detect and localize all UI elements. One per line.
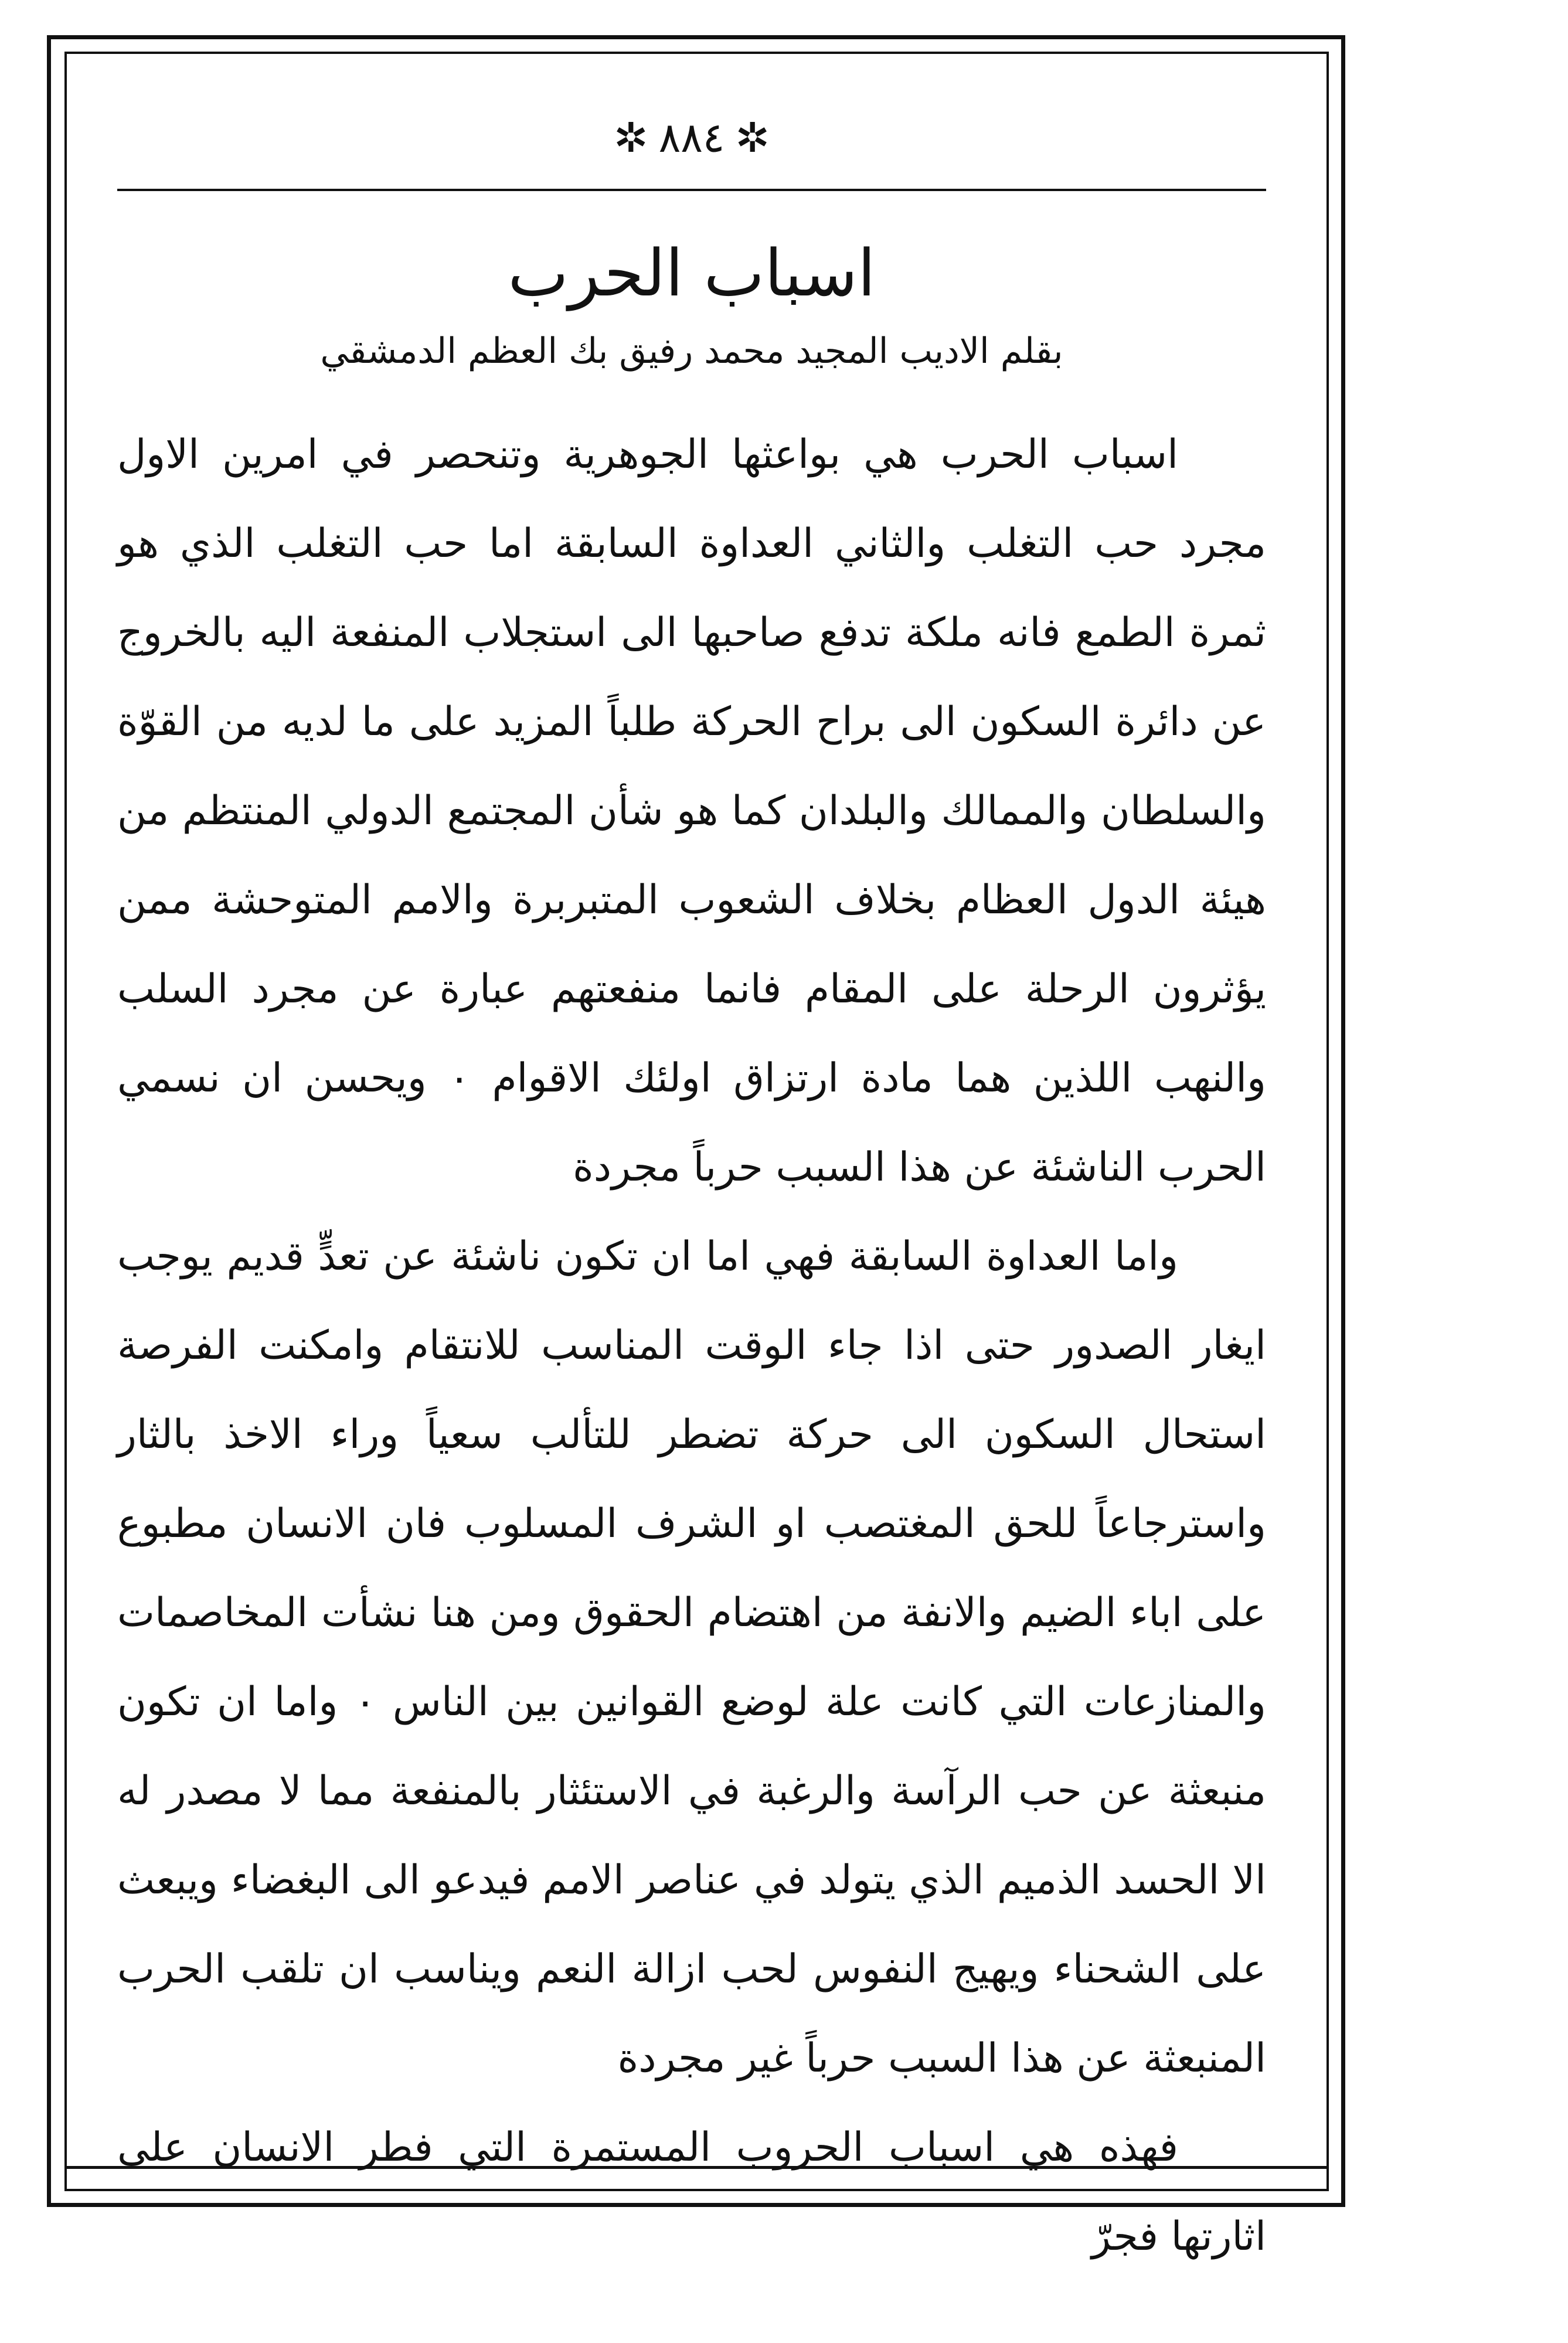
- article-byline: بقلم الاديب المجيد محمد رفيق بك العظم الدمشقي: [320, 331, 1063, 372]
- asterisk-ornament-icon: ✲: [613, 114, 648, 162]
- page-header: [117, 103, 1266, 173]
- article-body: [117, 410, 1266, 2281]
- asterisk-ornament-icon: ✲: [735, 114, 770, 162]
- footer-divider: [64, 2166, 1329, 2169]
- header-divider: [117, 189, 1266, 191]
- article-title: اسباب الحرب: [508, 236, 876, 311]
- paragraph: اسباب الحرب هي بواعثها الجوهرية وتنحصر في امرين الاول مجرد حب التغلب والثاني العداوة السابقة اما حب التغلب الذي هو ثمرة الطمع فانه ملكة تدفع صاحبها الى استجلاب المنفعة اليه بالخروج عن دائرة السكون الى براح الحركة طلباً المزيد على ما لديه من القوّة والسلطان والممالك والبلدان كما هو شأن المجتمع الدولي المنتظم من هيئة الدول العظام بخلاف الشعوب المتبربرة والامم المتوحشة ممن يؤثرون الرحلة على المقام فانما منفعتهم عبارة عن مجرد السلب والنهب اللذين هما مادة ارتزاق اولئك الاقوام ٠ ويحسن ان نسمي الحرب الناشئة عن هذا السبب حرباً مجردة: [117, 431, 1267, 1191]
- paragraph: فهذه هي اسباب الحروب المستمرة التي فطر الانسان على اثارتها فجرّ: [117, 2124, 1266, 2260]
- paragraph: واما العداوة السابقة فهي اما ان تكون ناشئة عن تعدٍّ قديم يوجب ايغار الصدور حتى اذا جاء الوقت المناسب للانتقام وامكنت الفرصة استحال السكون الى حركة تضطر للتألب سعياً وراء الاخذ بالثار واسترجاعاً للحق المغتصب او الشرف المسلوب فان الانسان مطبوع على اباء الضيم والانفة من اهتضام الحقوق ومن هنا نشأت المخاصمات والمنازعات التي كانت علة لوضع القوانين بين الناس ٠ واما ان تكون منبعثة عن حب الرآسة والرغبة في الاستئثار بالمنفعة مما لا مصدر له الا الحسد الذميم الذي يتولد في عناصر الامم فيدعو الى البغضاء ويبعث على الشحناء ويهيج النفوس لحب ازالة النعم ويناسب ان تلقب الحرب المنبعثة عن هذا السبب حرباً غير مجردة: [117, 1233, 1266, 2082]
- page-number: ٨٨٤: [658, 114, 725, 162]
